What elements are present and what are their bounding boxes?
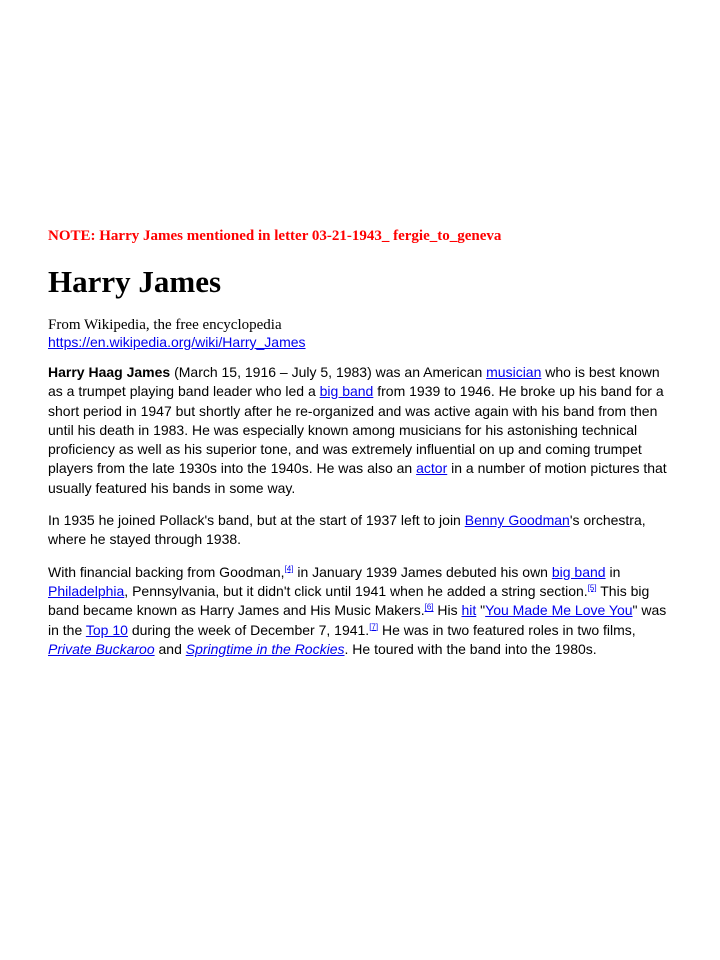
text-run: (March 15, 1916 – July 5, 1983) was an American [170,364,487,380]
link-benny-goodman[interactable]: Benny Goodman [464,512,570,529]
document-page [48,227,673,659]
link-actor[interactable]: actor [416,460,448,477]
text-run: in a number of motion pictures that usually featured his bands in some way. [48,460,667,496]
text-run: " was in the [48,602,667,638]
note-line: NOTE: Harry James mentioned in letter 03-21-1943_ fergie_to_geneva [48,228,502,244]
paragraph-1935 [48,511,673,550]
text-run: during the week of December 7, 1941. [127,621,370,638]
paragraph-1939 [48,563,673,659]
citation-5[interactable]: [5] [587,583,597,593]
text-run: in [605,563,621,580]
text-run: He was in two featured roles in two films, [378,621,636,638]
citation-7[interactable]: [7] [369,621,379,631]
text-run: " [476,602,486,619]
link-musician[interactable]: musician [486,364,542,380]
text-run: and [154,640,186,657]
link-philadelphia[interactable]: Philadelphia [48,582,125,599]
text-run: , Pennsylvania, but it didn't click until 1941 when he added a string section. [124,582,588,599]
paragraph-intro [48,363,673,498]
text-run: from 1939 to 1946. He broke up his band for a short period in 1947 but shortly after he re-organized and was active again with his band from then until his death in 1983. He was especially known among musicians for his astonishing technical proficiency as well as his superior tone, and was extremely influential on up and coming trumpet players from the late 1930s into the 1940s. He was also an [48,383,664,477]
link-big-band[interactable]: big band [319,383,374,400]
text-run: This big band became known as Harry James and His Music Makers. [48,582,650,619]
link-top-10[interactable]: Top 10 [85,621,128,638]
citation-6[interactable]: [6] [424,602,434,612]
page-title: Harry James [48,264,222,299]
subject-name: Harry Haag James [48,364,171,380]
text-run: His [433,602,462,619]
text-run: In 1935 he joined Pollack's band, but at the start of 1937 left to join [48,512,465,529]
link-you-made-me-love-you[interactable]: You Made Me Love You [485,602,633,619]
source-url-link[interactable]: https://en.wikipedia.org/wiki/Harry_James [48,334,306,350]
text-run: With financial backing from Goodman, [48,563,285,580]
source-label: From Wikipedia, the free encyclopedia [48,317,282,333]
link-private-buckaroo[interactable]: Private Buckaroo [48,640,155,657]
link-big-band-2[interactable]: big band [551,563,606,580]
text-run: . He toured with the band into the 1980s. [344,640,597,657]
citation-4[interactable]: [4] [284,564,294,574]
link-hit[interactable]: hit [461,602,477,619]
text-run: who is best known as a trumpet playing band leader who led a [48,364,660,400]
text-run: in January 1939 James debuted his own [293,563,552,580]
link-springtime-in-the-rockies[interactable]: Springtime in the Rockies [185,640,345,657]
source-block [48,317,673,351]
text-run: 's orchestra, where he stayed through 1938. [48,512,646,548]
